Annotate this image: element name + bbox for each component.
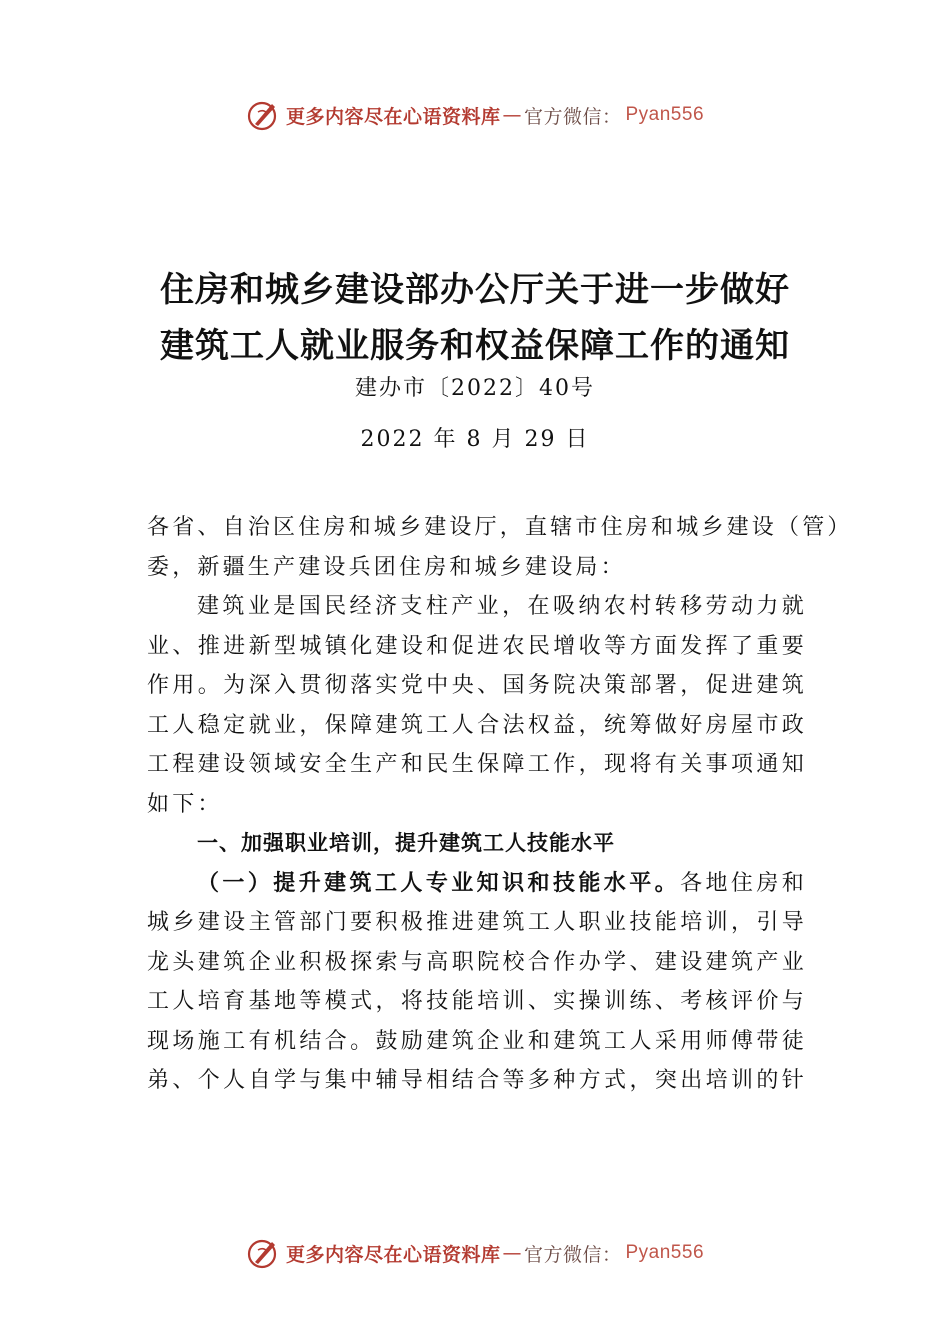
watermark-label: 官方微信：: [523, 105, 622, 128]
subsection-lead: （一）提升建筑工人专业知识和技能水平。: [197, 869, 681, 896]
watermark-dash: —: [502, 104, 522, 126]
paragraph-line: 业、推进新型城镇化建设和促进农民增收等方面发挥了重要: [147, 633, 807, 659]
paragraph-line: 工人稳定就业，保障建筑工人合法权益，统筹做好房屋市政: [147, 712, 807, 738]
addressee-line: 各省、自治区住房和城乡建设厅，直辖市住房和城乡建设（管）: [147, 515, 853, 540]
subsection-lead-tail: 各地住房和: [680, 870, 807, 896]
paragraph-line: 城乡建设主管部门要积极推进建筑工人职业技能培训，引导: [147, 910, 807, 935]
document-date: 2022 年 8 月 29 日: [360, 427, 590, 452]
paragraph-line: 建筑业是国民经济支柱产业，在吸纳农村转移劳动力就: [197, 594, 807, 619]
document-body: [147, 508, 853, 1101]
document-title-line-1: 住房和城乡建设部办公厅关于进一步做好: [160, 270, 790, 310]
paragraph-line: 工人培育基地等模式，将技能培训、实操训练、考核评价与: [147, 989, 807, 1014]
watermark-text: 更多内容尽在心语资料库: [285, 1243, 501, 1266]
paragraph-line: 作用。为深入贯彻落实党中央、国务院决策部署，促进建筑: [147, 673, 807, 698]
watermark-wechat-id: Pyan556: [625, 104, 705, 125]
paragraph-line: 工程建设领域安全生产和民生保障工作，现将有关事项通知: [147, 752, 807, 777]
section-heading: 一、加强职业培训，提升建筑工人技能水平: [197, 831, 615, 855]
document-number: 建办市〔2022〕40号: [355, 376, 595, 401]
watermark-wechat-id: Pyan556: [625, 1242, 705, 1263]
watermark-label: 官方微信：: [523, 1243, 622, 1266]
document-title-line-2: 建筑工人就业服务和权益保障工作的通知: [160, 326, 790, 366]
watermark-dash: —: [502, 1242, 522, 1264]
paragraph-line: 如下：: [147, 791, 223, 817]
paragraph-line: 龙头建筑企业积极探索与高职院校合作办学、建设建筑产业: [147, 949, 807, 975]
subsection-first-line: [147, 864, 807, 904]
pen-circle-logo-icon: [246, 1236, 280, 1270]
addressee-line: 委，新疆生产建设兵团住房和城乡建设局：: [147, 554, 626, 580]
pen-circle-logo-icon: [246, 98, 280, 132]
header-watermark: [0, 95, 950, 135]
watermark-text: 更多内容尽在心语资料库: [285, 105, 501, 128]
footer-watermark: [0, 1233, 950, 1273]
paragraph-line: 现场施工有机结合。鼓励建筑企业和建筑工人采用师傅带徒: [147, 1028, 807, 1054]
paragraph-line: 弟、个人自学与集中辅导相结合等多种方式，突出培训的针: [147, 1068, 807, 1093]
